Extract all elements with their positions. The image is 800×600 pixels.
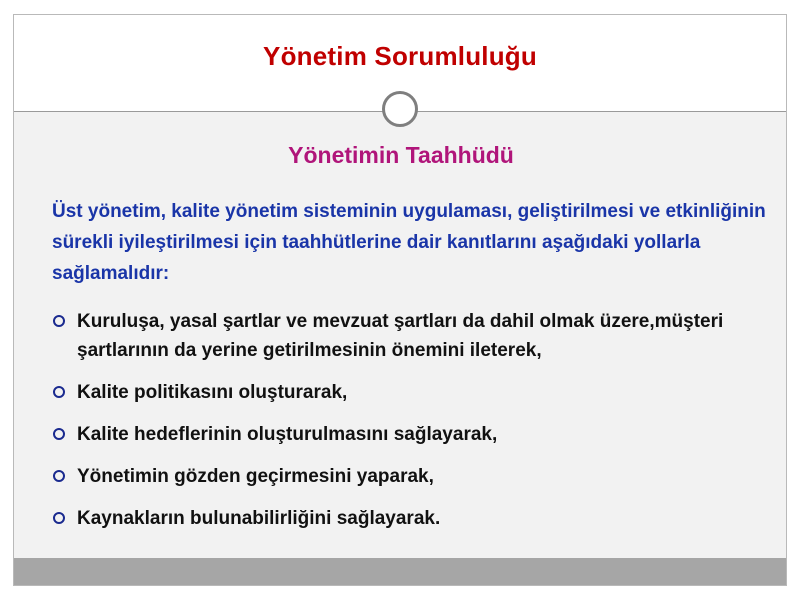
hollow-circle-bullet-icon [53,512,65,524]
bullet-text: Kalite politikasını oluşturarak, [77,382,348,403]
bullet-list [52,307,780,546]
bullet-text: Kalite hedeflerinin oluşturulmasını sağlayarak, [77,424,498,445]
bullet-text: Yönetimin gözden geçirmesini yaparak, [77,466,434,487]
ring-divider-icon [382,91,418,127]
bullet-text: Kaynakların bulunabilirliğini sağlayarak. [77,508,441,529]
bullet-item [52,307,780,365]
hollow-circle-bullet-icon [53,386,65,398]
slide-subtitle: Yönetimin Taahhüdü [288,142,514,168]
slide [13,14,787,586]
hollow-circle-bullet-icon [53,428,65,440]
bullet-item [52,420,780,449]
hollow-circle-bullet-icon [53,315,65,327]
footer-bar [14,558,786,585]
hollow-circle-bullet-icon [53,470,65,482]
bullet-text: Kuruluşa, yasal şartlar ve mevzuat şartları da dahil olmak üzere,müşteri şartlarının da yerine getirilmesinin önemini ileterek, [77,311,724,361]
slide-title: Yönetim Sorumluluğu [263,41,537,71]
bullet-item [52,378,780,407]
bullet-item [52,462,780,491]
intro-paragraph: Üst yönetim, kalite yönetim sisteminin uygulaması, geliştirilmesi ve etkinliğinin sürekli iyileştirilmesi için taahhütlerine dair kanıtlarını aşağıdaki yollarla sağlamalıdır: [52,201,766,284]
bullet-item [52,504,780,533]
